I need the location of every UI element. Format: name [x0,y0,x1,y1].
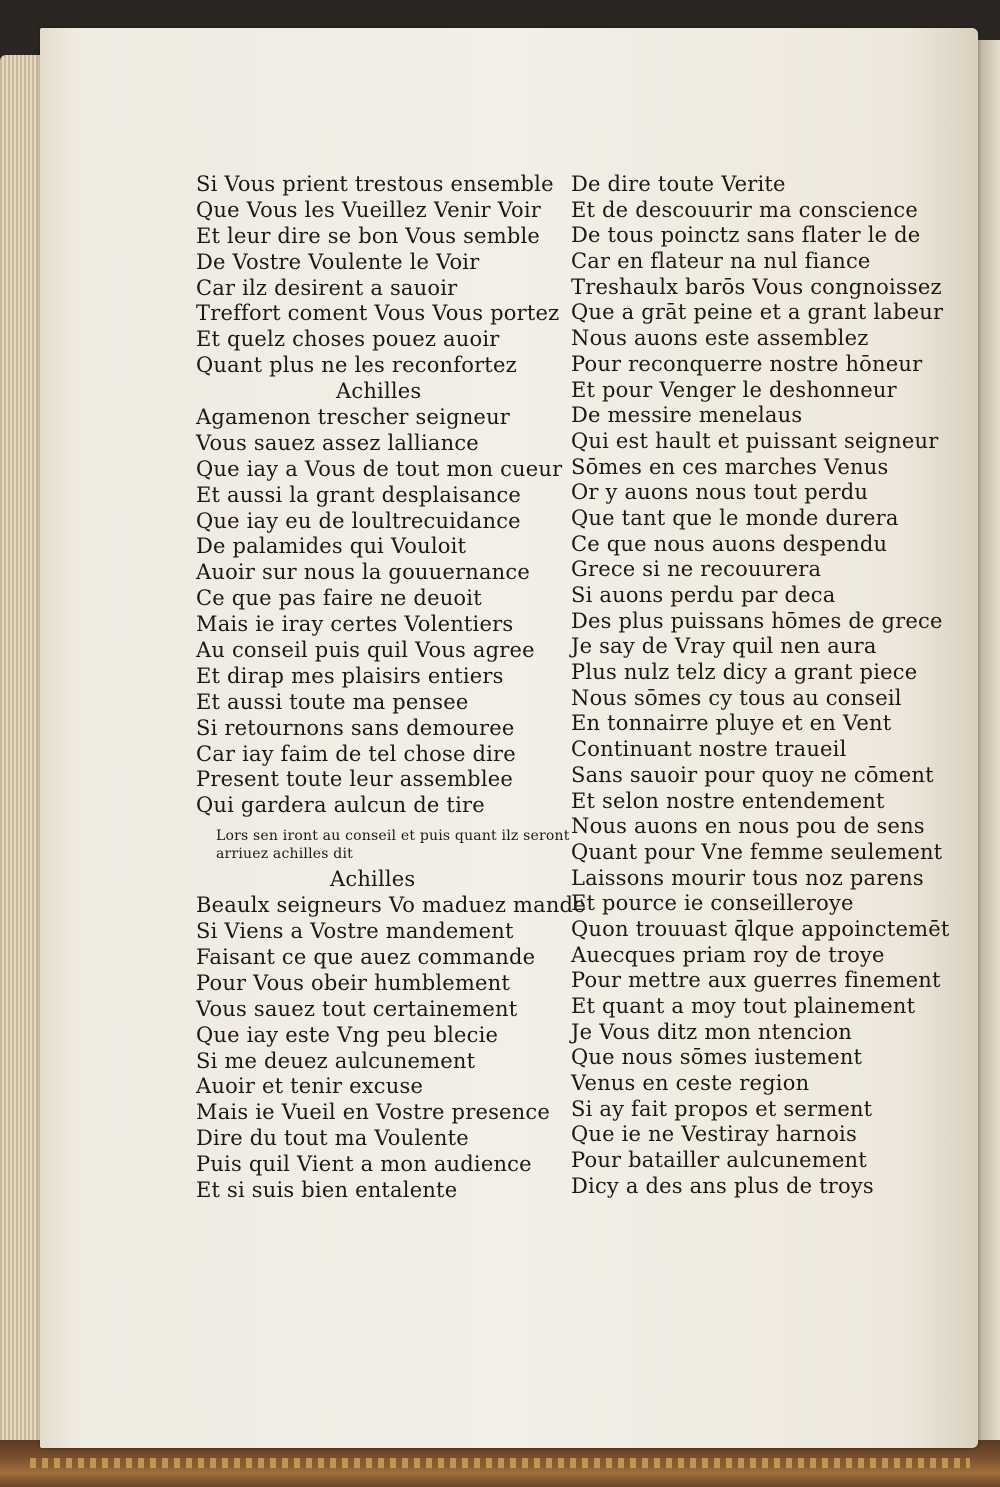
verse-line: De palamides qui Vouloit [196,534,467,559]
verse-line: Si ay fait propos et serment [571,1096,873,1121]
verse-line: Or y auons nous tout perdu [571,480,869,505]
verse-line: Sans sauoir pour quoy ne cōment [571,762,934,787]
speaker-heading: Achilles [330,867,416,892]
verse-line: Que iay eu de loultrecuidance [196,508,521,533]
verse-line: Present toute leur assemblee [196,767,514,792]
verse-line: Qui est hault et puissant seigneur [571,428,939,453]
verse-line: Dicy a des ans plus de troys [571,1173,874,1198]
verse-line: Plus nulz telz dicy a grant piece [571,660,918,685]
verse-line: Sōmes en ces marches Venus [571,454,889,479]
verse-line: Pour mettre aux guerres finement [571,968,941,993]
verse-line: Auecques priam roy de troye [571,942,885,967]
verse-line: Nous auons este assemblez [571,326,869,351]
verse-line: Et quant a moy tout plainement [571,994,916,1018]
verse-line: Je say de Vray quil nen aura [571,634,877,659]
verse-line: Agamenon trescher seigneur [196,405,511,430]
verse-line: De dire toute Verite [571,172,786,196]
verse-line: Treffort coment Vous Vous portez [196,301,560,326]
verse-line: Car en flateur na nul fiance [571,249,871,274]
verse-line: Pour Vous obeir humblement [196,970,511,995]
verse-line: Auoir et tenir excuse [196,1074,424,1099]
verse-line: Si me deuez aulcunement [196,1048,476,1073]
verse-line: Mais ie iray certes Volentiers [196,612,514,637]
verse-block-2 [196,405,563,819]
verse-line: Des plus puissans hōmes de grece [571,608,943,633]
verse-line: Faisant ce que auez commande [196,944,536,969]
verse-line: Que iay este Vng peu blecie [196,1022,499,1047]
stage-direction-line: Lors sen iront au conseil et puis quant ilz seront [216,828,570,845]
verse-line: En tonnairre pluye et en Vent [571,711,892,736]
verse-line: Que a grāt peine et a grant labeur [571,300,944,325]
verse-block-1 [196,172,560,379]
verse-line: Ce que nous auons despendu [571,531,888,556]
verse-line: Grece si ne recouurera [571,557,822,582]
stage-direction [196,827,570,863]
verse-line: Continuant nostre traueil [571,737,847,762]
verse-line: Nous auons en nous pou de sens [571,814,925,839]
verse-line: Et de descouurir ma conscience [571,197,918,222]
verse-line: Mais ie Vueil en Vostre presence [196,1100,550,1125]
facing-page-edge [975,40,1000,1440]
verse-line: Et dirap mes plaisirs entiers [196,663,504,688]
verse-line: Quant plus ne les reconfortez [196,353,517,378]
verse-line: Au conseil puis quil Vous agree [196,638,535,663]
verse-line: Et pource ie conseilleroye [571,891,854,916]
verse-line: Laissons mourir tous noz parens [571,865,924,890]
verse-line: Auoir sur nous la gouuernance [196,560,530,585]
verse-line: Quon trouuast q̄lque appoinctemēt [571,916,950,941]
verse-line: Et pour Venger le deshonneur [571,377,897,402]
verse-line: Et aussi la grant desplaisance [196,482,522,507]
verse-line: De tous poinctz sans flater le de [571,223,921,248]
verse-line: Quant pour Vne femme seulement [571,839,943,864]
verse-line: Nous sōmes cy tous au conseil [571,685,902,710]
verse-line: Que ie ne Vestiray harnois [571,1122,857,1147]
verse-line: Puis quil Vient a mon audience [196,1152,532,1177]
verse-line: Venus en ceste region [571,1071,810,1096]
verse-block-3 [196,893,586,1204]
verse-line: Pour batailler aulcunement [571,1148,867,1173]
verse-line: De messire menelaus [571,403,803,428]
verse-line: Dire du tout ma Voulente [196,1126,469,1151]
verse-line: Que nous sōmes iustement [571,1045,863,1070]
verse-line: Si Viens a Vostre mandement [196,919,514,944]
verse-line: Si retournons sans demouree [196,715,515,740]
verse-line: Ce que pas faire ne deuoit [196,586,482,611]
verse-line: Et quelz choses pouez auoir [196,327,500,352]
verse-line: Car iay faim de tel chose dire [196,741,516,766]
verse-line: Treshaulx barōs Vous congnoissez [571,274,942,299]
verse-line: Je Vous ditz mon ntencion [571,1019,853,1044]
verse-line: Qui gardera aulcun de tire [196,793,485,818]
speaker-heading: Achilles [336,379,422,404]
verse-line: Si auons perdu par deca [571,583,836,607]
verse-line: De Vostre Voulente le Voir [196,249,480,274]
verse-line: Et leur dire se bon Vous semble [196,223,541,248]
verse-line: Que tant que le monde durera [571,505,899,530]
verse-line: Et aussi toute ma pensee [196,689,469,714]
right-text-column [571,172,950,1200]
verse-line: Que Vous les Vueillez Venir Voir [196,197,542,222]
verse-line: Et selon nostre entendement [571,788,885,813]
verse-line: Vous sauez assez lalliance [196,430,479,455]
verse-line: Pour reconquerre nostre hōneur [571,351,923,376]
verse-line: Si Vous prient trestous ensemble [196,172,554,196]
verse-line: Et si suis bien entalente [196,1177,458,1202]
verse-line: Vous sauez tout certainement [196,996,518,1021]
verse-line: Car ilz desirent a sauoir [196,275,458,300]
verse-line: Beaulx seigneurs Vo maduez mande [196,893,586,918]
verse-line: Que iay a Vous de tout mon cueur [196,456,563,481]
stage-direction-line: arriuez achilles dit [216,846,353,863]
left-text-column [196,172,586,1204]
